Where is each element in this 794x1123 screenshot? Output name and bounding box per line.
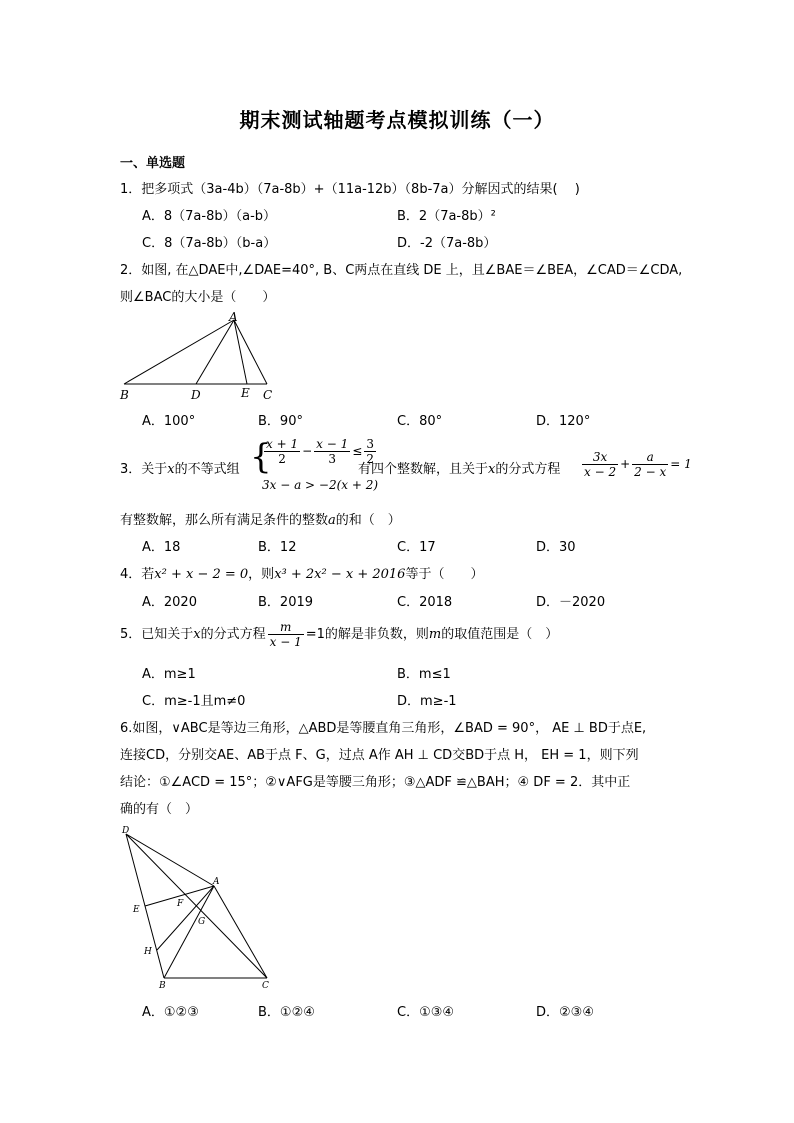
q3-option-a[interactable]: A．18 <box>142 540 181 555</box>
label-d: D <box>191 388 201 402</box>
question-5-stem: 5．已知关于x的分式方程 $\frac{m}{x - 1}$ =1的解是非负数，则m的取值范围是（ ） <box>120 620 559 649</box>
q3-option-c[interactable]: C．17 <box>397 540 436 555</box>
triangle-figure-q2 <box>110 310 290 402</box>
label-c: C <box>263 388 273 402</box>
question-1-stem: 1．把多项式（3a-4b）（7a-8b）+（11a-12b）（8b-7a）分解因式的结果( ) <box>120 182 580 197</box>
label-f: F <box>177 899 184 909</box>
q6-option-b[interactable]: B．①②④ <box>258 1005 315 1020</box>
question-6-line4: 确的有（ ） <box>120 802 199 817</box>
q4-option-d[interactable]: D．－2020 <box>536 595 606 610</box>
var-x: x <box>167 462 175 477</box>
question-3-line2: 有整数解，那么所有满足条件的整数a的和（ ） <box>120 513 401 528</box>
q6-option-a[interactable]: A．①②③ <box>142 1005 199 1020</box>
label-a: A <box>213 877 220 887</box>
question-3-mid: 有四个整数解，且关于x的分式方程 <box>358 462 561 477</box>
q1-option-d[interactable]: D．-2（7a-8b） <box>397 236 497 251</box>
q1-option-c[interactable]: C．8（7a-8b）（b-a） <box>142 236 277 251</box>
label-c: C <box>262 981 269 991</box>
q5-option-b[interactable]: B．m≤1 <box>397 667 451 682</box>
label-a: A <box>229 310 238 324</box>
label-g: G <box>198 917 206 927</box>
section-heading: 一、单选题 <box>120 156 186 171</box>
q4-option-c[interactable]: C．2018 <box>397 595 453 610</box>
q2-option-d[interactable]: D．120° <box>536 414 591 429</box>
q3-option-d[interactable]: D．30 <box>536 540 576 555</box>
question-4-stem: 4．若x² + x − 2 = 0，则x³ + 2x² − x + 2016等于（ ） <box>120 567 484 582</box>
q6-option-c[interactable]: C．①③④ <box>397 1005 455 1020</box>
question-6-line3: 结论：①∠ACD = 15°；②∨AFG是等腰三角形；③△ADF ≌△BAH；④ DF = 2．其中正 <box>120 775 631 790</box>
q5-option-a[interactable]: A．m≥1 <box>142 667 196 682</box>
q2-option-c[interactable]: C．80° <box>397 414 443 429</box>
label-d: D <box>122 826 130 836</box>
label-b: B <box>159 981 166 991</box>
q5-option-d[interactable]: D．m≥-1 <box>397 694 457 709</box>
q1-option-b[interactable]: B．2（7a-8b）² <box>397 209 496 224</box>
geometry-figure-q6 <box>116 822 284 994</box>
q2-option-a[interactable]: A．100° <box>142 414 196 429</box>
q4-option-b[interactable]: B．2019 <box>258 595 314 610</box>
q3-option-b[interactable]: B．12 <box>258 540 297 555</box>
q2-option-b[interactable]: B．90° <box>258 414 303 429</box>
label-b: B <box>120 388 129 402</box>
inequality-line-2: 3x − a > −2(x + 2) <box>262 478 379 492</box>
q4-option-a[interactable]: A．2020 <box>142 595 197 610</box>
question-6-line2: 连接CD，分别交AE、AB于点 F、G，过点 A作 AH ⊥ CD交BD于点 H， EH = 1，则下列 <box>120 748 639 763</box>
page-title: 期末测试轴题考点模拟训练（一） <box>239 108 555 132</box>
label-h: H <box>144 947 152 957</box>
question-2-line2: 则∠BAC的大小是（ ） <box>120 290 276 305</box>
label-e: E <box>133 905 140 915</box>
label-e: E <box>241 386 250 400</box>
q5-option-c[interactable]: C．m≥-1且m≠0 <box>142 694 246 709</box>
fraction-equation: $\frac{3x}{x - 2}$ + $\frac{a}{2 - x}$ = 1 <box>584 450 692 479</box>
system-brace: { <box>250 437 272 477</box>
question-6-line1: 6.如图，∨ABC是等边三角形，△ABD是等腰直角三角形，∠BAD = 90°， AE ⊥ BD于点E, <box>120 721 647 736</box>
q6-option-d[interactable]: D．②③④ <box>536 1005 594 1020</box>
question-2-line1: 2．如图, 在△DAE中,∠DAE=40°, B、C两点在直线 DE 上，且∠BAE＝∠BEA，∠CAD＝∠CDA, <box>120 263 683 278</box>
inequality-line-1: $\frac{x + 1}{2}$ − $\frac{x - 1}{3}$ ≤ $\frac{3}{2}$ <box>266 437 374 466</box>
question-3-prefix: 3．关于x的不等式组 <box>120 462 240 477</box>
q1-option-a[interactable]: A．8（7a-8b）（a-b） <box>142 209 277 224</box>
